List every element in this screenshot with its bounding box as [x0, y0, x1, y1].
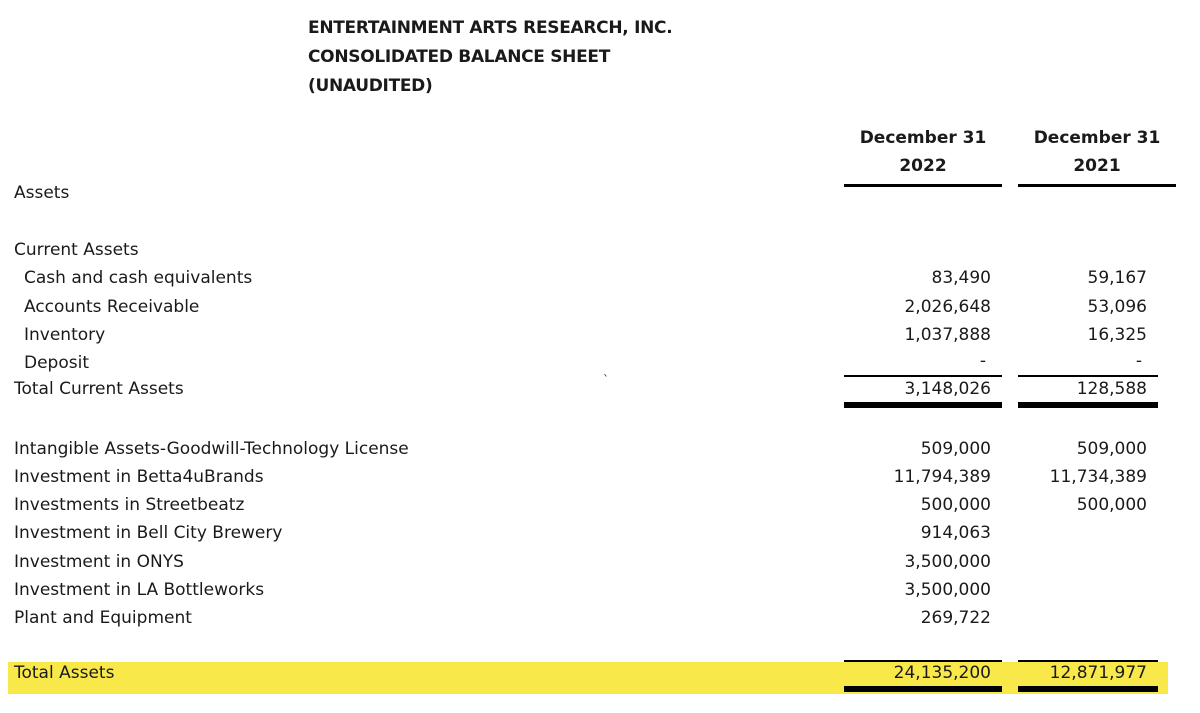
subtotal-rule-2021	[1018, 375, 1158, 377]
audit-status: (UNAUDITED)	[308, 76, 433, 96]
row-value-onys-2022: 3,500,000	[904, 552, 991, 572]
row-value-cash-2022: 83,490	[931, 268, 991, 288]
row-value-total-assets-2021: 12,871,977	[1049, 663, 1147, 683]
row-value-plant-equipment-2022: 269,722	[920, 608, 991, 628]
column-header-2022-line2: 2022	[899, 156, 947, 176]
total-current-rule-2022	[844, 402, 1002, 408]
statement-title-block	[308, 14, 672, 101]
row-value-accounts-receivable-2022: 2,026,648	[904, 297, 991, 317]
row-label-onys: Investment in ONYS	[14, 552, 184, 572]
row-value-total-assets-2022: 24,135,200	[893, 663, 991, 683]
section-heading-current-assets: Current Assets	[14, 240, 139, 260]
row-value-cash-2021: 59,167	[1087, 268, 1147, 288]
row-label-betta4ubrands: Investment in Betta4uBrands	[14, 467, 264, 487]
row-value-bell-city-brewery-2022: 914,063	[920, 523, 991, 543]
statement-name: CONSOLIDATED BALANCE SHEET	[308, 47, 611, 67]
row-value-inventory-2021: 16,325	[1087, 325, 1147, 345]
row-value-streetbeatz-2021: 500,000	[1076, 495, 1147, 515]
subtotal-rule-2022	[844, 375, 1002, 377]
column-header-2022	[844, 124, 1002, 187]
row-label-streetbeatz: Investments in Streetbeatz	[14, 495, 245, 515]
column-header-2021	[1018, 124, 1176, 187]
row-value-intangible-assets-2021: 509,000	[1076, 439, 1147, 459]
row-label-plant-equipment: Plant and Equipment	[14, 608, 192, 628]
row-value-la-bottleworks-2022: 3,500,000	[904, 580, 991, 600]
row-label-total-current-assets: Total Current Assets	[14, 379, 184, 399]
company-name: ENTERTAINMENT ARTS RESEARCH, INC.	[308, 18, 673, 38]
row-value-total-current-assets-2022: 3,148,026	[904, 379, 991, 399]
row-value-streetbeatz-2022: 500,000	[920, 495, 991, 515]
total-current-rule-2021	[1018, 402, 1158, 408]
row-value-total-current-assets-2021: 128,588	[1076, 379, 1147, 399]
row-value-inventory-2022: 1,037,888	[904, 325, 991, 345]
row-label-deposit: Deposit	[24, 353, 89, 373]
total-assets-rule-2022	[844, 686, 1002, 692]
column-header-2021-underline	[1018, 184, 1176, 187]
total-assets-rule-2021	[1018, 686, 1158, 692]
row-label-intangible-assets: Intangible Assets-Goodwill-Technology License	[14, 439, 409, 459]
row-label-inventory: Inventory	[24, 325, 106, 345]
row-label-la-bottleworks: Investment in LA Bottleworks	[14, 580, 265, 600]
column-header-2021-line2: 2021	[1073, 156, 1121, 176]
row-value-betta4ubrands-2022: 11,794,389	[893, 467, 991, 487]
row-label-bell-city-brewery: Investment in Bell City Brewery	[14, 523, 283, 543]
column-header-2021-line1: December 31	[1033, 128, 1161, 148]
stray-tick-mark: `	[603, 373, 609, 387]
row-value-betta4ubrands-2021: 11,734,389	[1049, 467, 1147, 487]
row-value-deposit-2022: -	[979, 351, 986, 371]
column-header-2022-line1: December 31	[859, 128, 987, 148]
row-value-deposit-2021: -	[1135, 351, 1142, 371]
section-heading-assets: Assets	[14, 183, 70, 203]
row-label-accounts-receivable: Accounts Receivable	[24, 297, 200, 317]
row-value-intangible-assets-2022: 509,000	[920, 439, 991, 459]
row-label-total-assets: Total Assets	[14, 663, 115, 683]
column-header-2022-underline	[844, 184, 1002, 187]
row-value-accounts-receivable-2021: 53,096	[1087, 297, 1147, 317]
row-label-cash: Cash and cash equivalents	[24, 268, 253, 288]
